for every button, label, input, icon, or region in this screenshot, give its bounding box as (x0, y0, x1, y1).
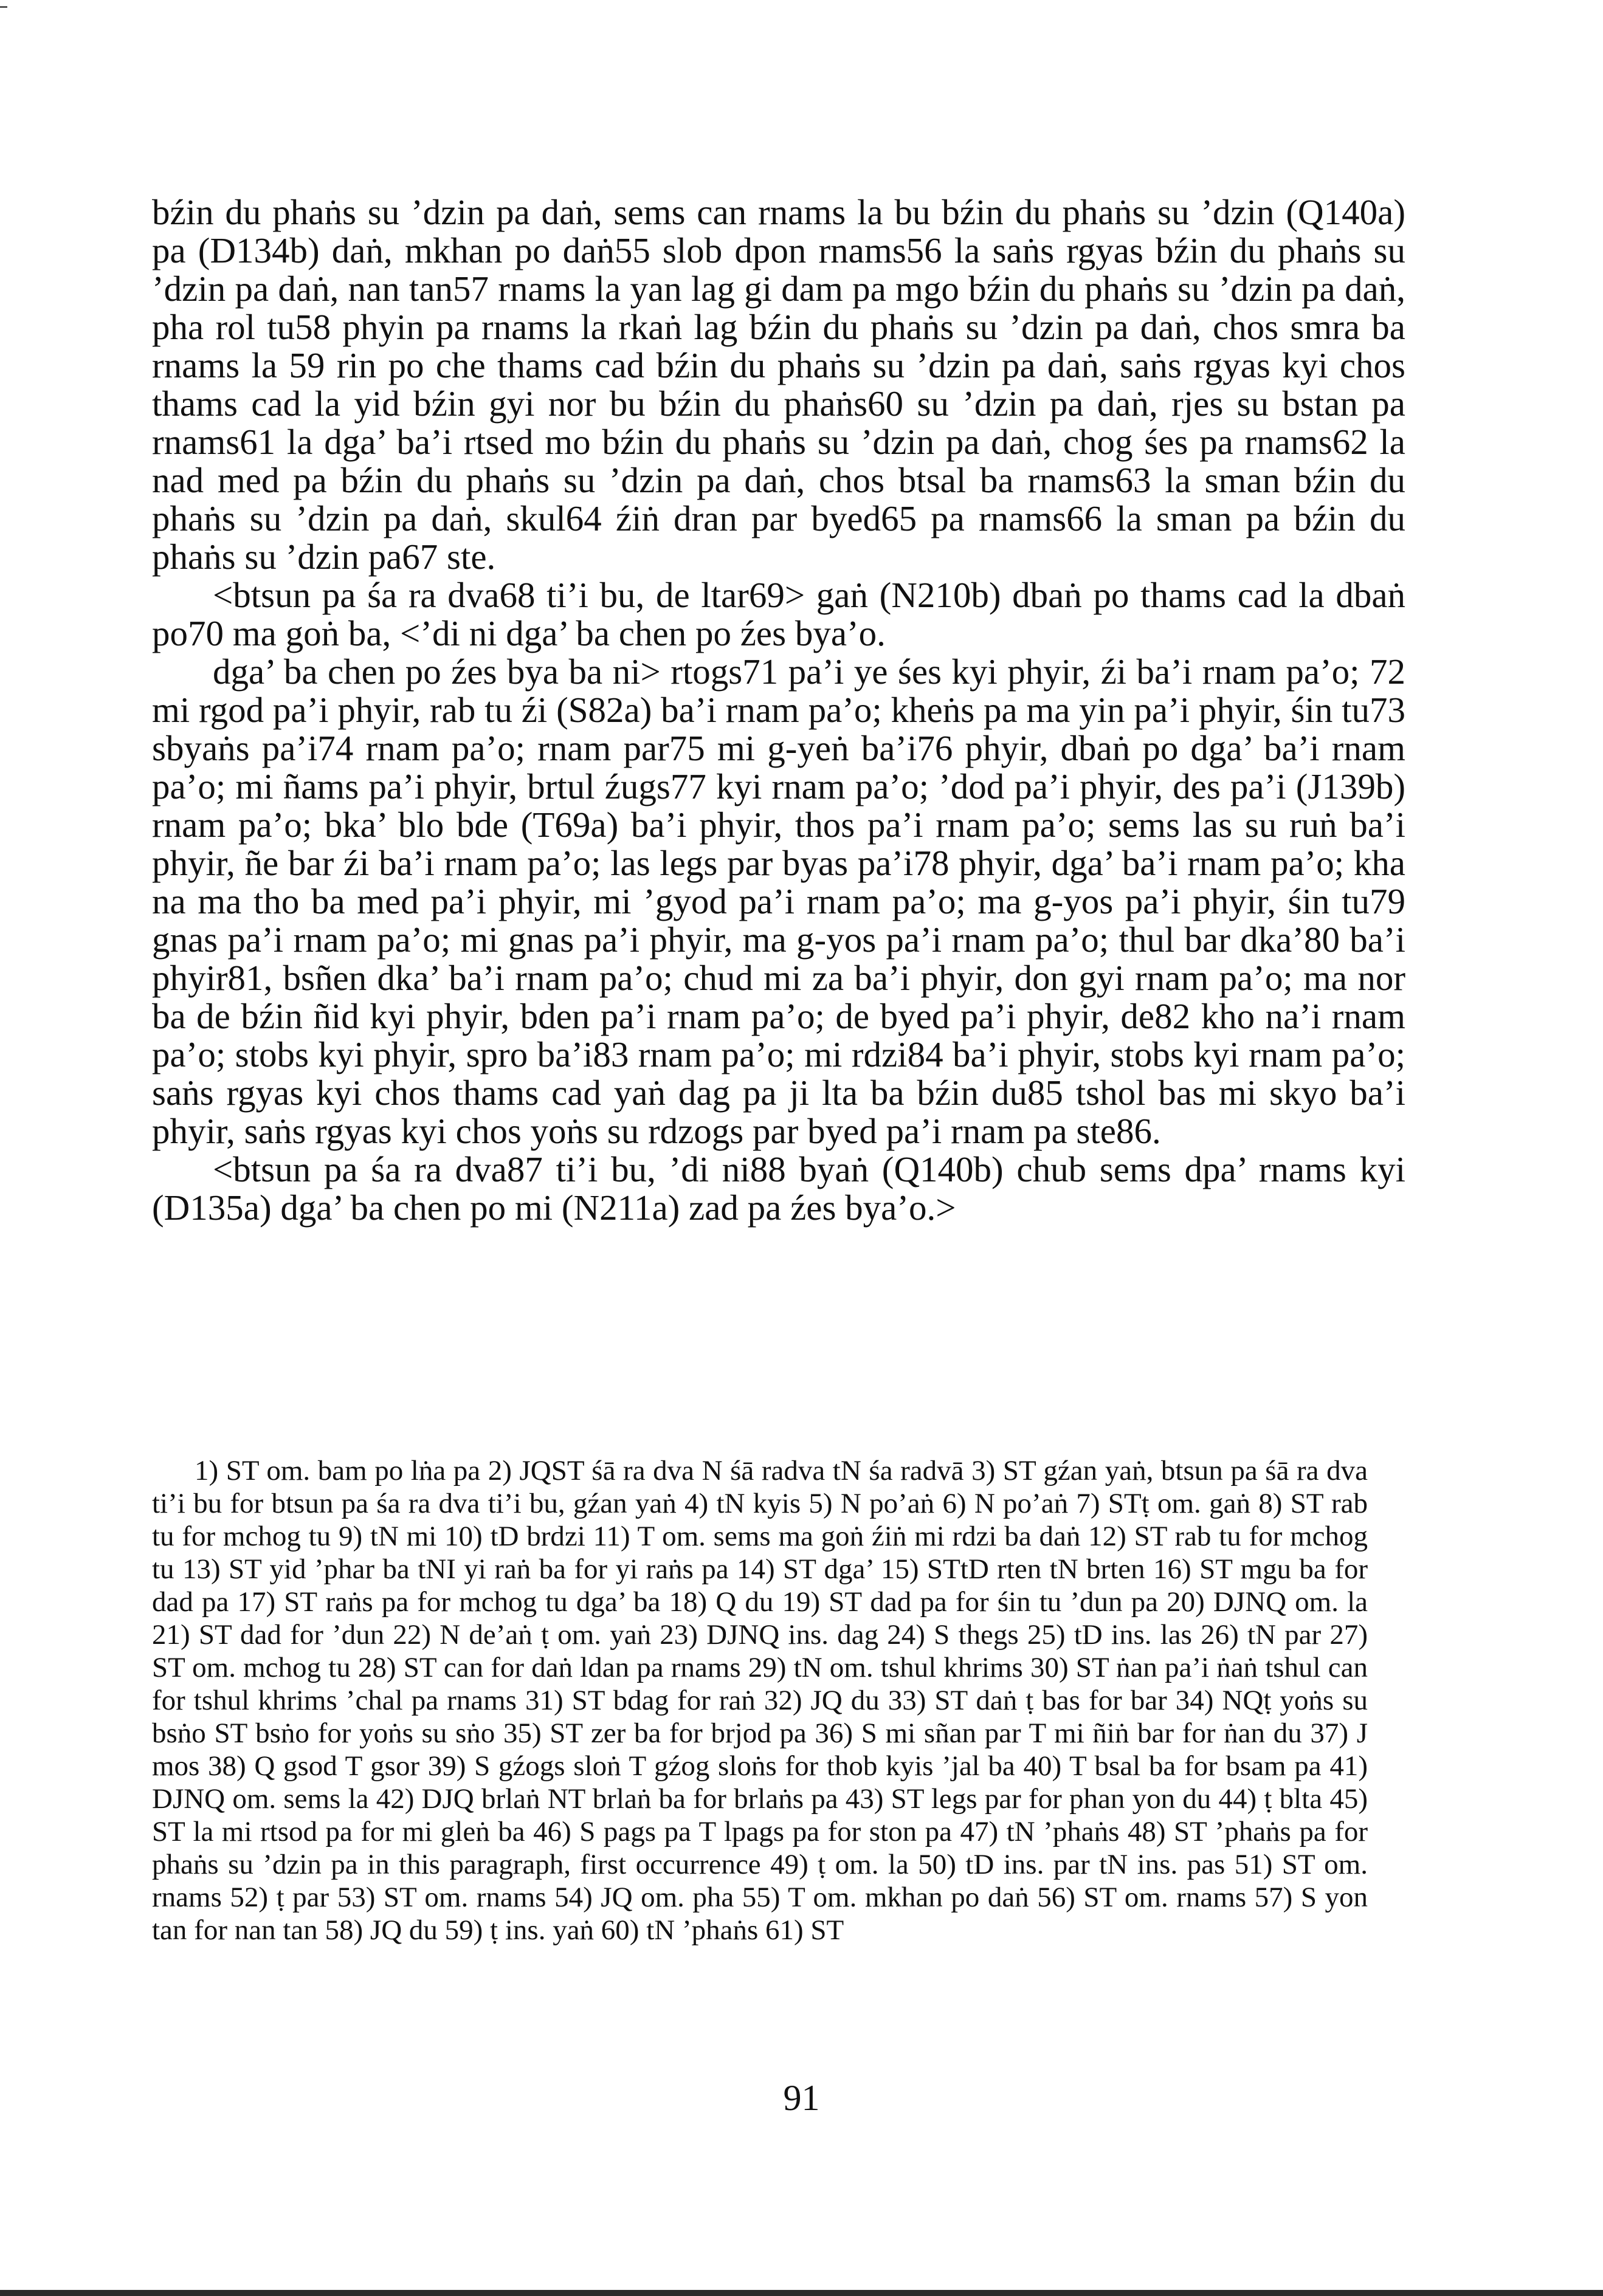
paragraph: <btsun pa śa ra dva68 ti’i bu, de ltar69> gaṅ (N210b) dbaṅ po thams cad la dbaṅ po70 ma goṅ ba, <’di ni dga’ ba chen po źes bya’o. (152, 575, 1405, 653)
paragraph: dga’ ba chen po źes bya ba ni> rtogs71 pa’i ye śes kyi phyir, źi ba’i rnam pa’o; 72 mi rgod pa’i phyir, rab tu źi (S82a) ba’i rnam pa’o; kheṅs pa ma yin pa’i phyir, śin tu73 sbyaṅs pa’i74 rnam pa’o; rnam par75 mi g-yeṅ ba’i76 phyir, dbaṅ po dga’ ba’i rnam pa’o; mi ñams pa’i phyir, brtul źugs77 kyi rnam pa’o; ’dod pa’i phyir, des pa’i (J139b) rnam pa’o; bka’ blo bde (T69a) ba’i phyir, thos pa’i rnam pa’o; sems las su ruṅ ba’i phyir, ñe bar źi ba’i rnam pa’o; las legs par byas pa’i78 phyir, dga’ ba’i rnam pa’o; kha na ma tho ba med pa’i phyir, mi ’gyod pa’i rnam pa’o; ma g-yos pa’i phyir, śin tu79 gnas pa’i rnam pa’o; mi gnas pa’i phyir, ma g-yos pa’i rnam pa’o; thul bar dka’80 ba’i phyir81, bsñen dka’ ba’i rnam pa’o; chud mi za ba’i phyir, don gyi rnam pa’o; ma nor ba de bźin ñid kyi phyir, bden pa’i rnam pa’o; de byed pa’i phyir, de82 kho na’i rnam pa’o; stobs kyi phyir, spro ba’i83 rnam pa’o; mi rdzi84 ba’i phyir, stobs kyi rnam pa’o; saṅs rgyas kyi chos thams cad yaṅ dag pa ji lta ba bźin du85 tshol bas mi skyo ba’i phyir, saṅs rgyas kyi chos yoṅs su rdzogs par byed pa’i rnam pa ste86. (152, 651, 1406, 1151)
footnotes (152, 1454, 1368, 1947)
page-number: 91 (783, 2078, 820, 2118)
paragraph: bźin du phaṅs su ’dzin pa daṅ, sems can rnams la bu bźin du phaṅs su ’dzin (Q140a) pa (D134b) daṅ, mkhan po daṅ55 slob dpon rnams56 la saṅs rgyas bźin du phaṅs su ’dzin pa daṅ, nan tan57 rnams la yan lag gi dam pa mgo bźin du phaṅs su ’dzin pa daṅ, pha rol tu58 phyin pa rnams la rkaṅ lag bźin du phaṅs su ’dzin pa daṅ, chos smra ba rnams la 59 rin po che thams cad bźin du phaṅs su ’dzin pa daṅ, saṅs rgyas kyi chos thams cad la yid bźin gyi nor bu bźin du phaṅs60 su ’dzin pa daṅ, rjes su bstan pa rnams61 la dga’ ba’i rtsed mo bźin du phaṅs su ’dzin pa daṅ, chog śes pa rnams62 la nad med pa bźin du phaṅs su ’dzin pa daṅ, chos btsal ba rnams63 la sman bźin du phaṅs su ’dzin pa daṅ, skul64 źiṅ dran par byed65 pa rnams66 la sman pa bźin du phaṅs su ’dzin pa67 ste. (152, 192, 1405, 577)
main-text (152, 193, 1405, 1227)
paragraph: <btsun pa śa ra dva87 ti’i bu, ’di ni88 byaṅ (Q140b) chub sems dpa’ rnams kyi (D135a) dga’ ba chen po mi (N211a) zad pa źes bya’o.> (152, 1149, 1405, 1228)
scan-mark (0, 6, 7, 8)
scan-edge (0, 2290, 1603, 2296)
footnote-text: 1) ST om. bam po lṅa pa 2) JQST śā ra dva N śā radva tN śa radvā 3) ST gźan yaṅ, btsun pa śā ra dva ti’i bu for btsun pa śa ra dva ti’i bu, gźan yaṅ 4) tN kyis 5) N po’aṅ 6) N po’aṅ 7) STṭ om. gaṅ 8) ST rab tu for mchog tu 9) tN mi 10) tD brdzi 11) T om. sems ma goṅ źiṅ mi rdzi ba daṅ 12) ST rab tu for mchog tu 13) ST yid ’phar ba tNI yi raṅ ba for yi raṅs pa 14) ST dga’ 15) STtD rten tN brten 16) ST mgu ba for dad pa 17) ST raṅs pa for mchog tu dga’ ba 18) Q du 19) ST dad pa for śin tu ’dun pa 20) DJNQ om. la 21) ST dad for ’dun 22) N de’aṅ ṭ om. yaṅ 23) DJNQ ins. dag 24) S thegs 25) tD ins. las 26) tN par 27) ST om. mchog tu 28) ST can for daṅ ldan pa rnams 29) tN om. tshul khrims 30) ST ṅan pa’i ṅaṅ tshul can for tshul khrims ’chal pa rnams 31) ST bdag for raṅ 32) JQ du 33) ST daṅ ṭ bas for bar 34) NQṭ yoṅs su bsṅo ST bsṅo for yoṅs su sṅo 35) ST zer ba for brjod pa 36) S mi sñan par T mi ñiṅ bar for ṅan du 37) J mos 38) Q gsod T gsor 39) S gźogs sloṅ T gźog sloṅs for thob kyis ’jal ba 40) T bsal ba for bsam pa 41) DJNQ om. sems la 42) DJQ brlaṅ NT brlaṅ ba for brlaṅs pa 43) ST legs par for phan yon du 44) ṭ blta 45) ST la mi rtsod pa for mi gleṅ ba 46) S pags pa T lpags pa for ston pa 47) tN ’phaṅs 48) ST ’phaṅs pa for phaṅs su ’dzin pa in this paragraph, first occurrence 49) ṭ om. la 50) tD ins. par tN ins. pas 51) ST om. rnams 52) ṭ par 53) ST om. rnams 54) JQ om. pha 55) T om. mkhan po daṅ 56) ST om. rnams 57) S yon tan for nan tan 58) JQ du 59) ṭ ins. yaṅ 60) tN ’phaṅs 61) ST (152, 1455, 1368, 1946)
